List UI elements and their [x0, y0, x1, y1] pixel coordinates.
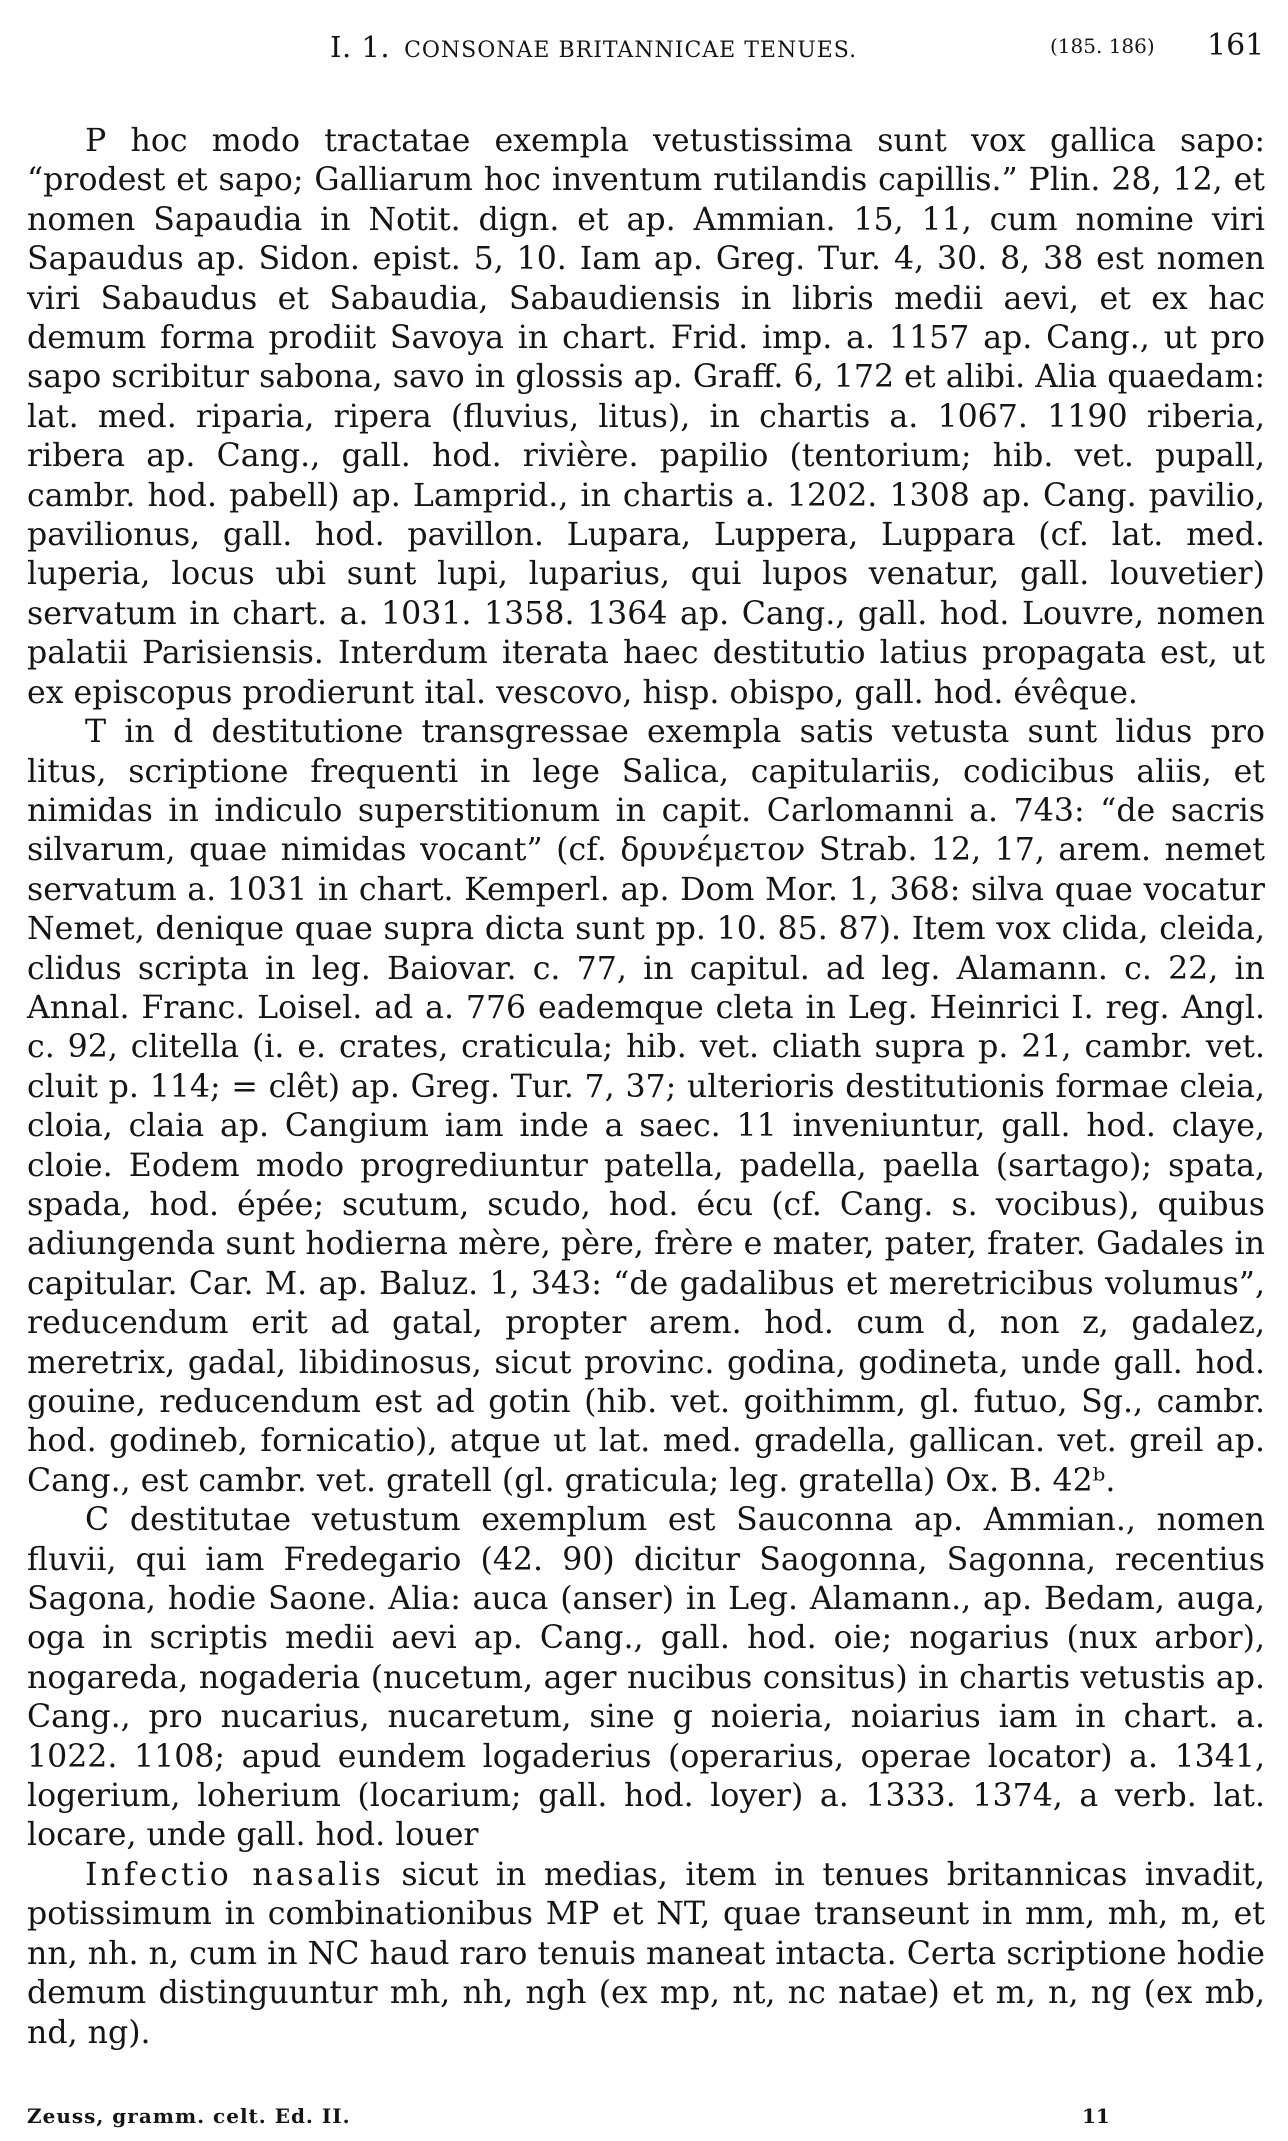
infectio-lead: Infectio nasalis — [85, 1856, 384, 1893]
header-title: CONSONAE BRITANNICAE TENUES. — [404, 38, 858, 63]
page-number: 161 — [1207, 28, 1265, 63]
footer-signature-number: 11 — [1082, 2104, 1110, 2128]
paragraph-t: T in d destitutione transgressae exempla satis vetusta sunt lidus pro litus, scriptione frequenti in lege Salica, capitulariis, codicibus aliis, et nimidas in indiculo superstitionum in capit. Carlomanni a. 743: “de sacris silvarum, quae nimidas vocant” (cf. δρυνέμετον Strab. 12, 17, arem. nemet servatum a. 1031 in chart. Kemperl. ap. Dom Mor. 1, 368: silva quae vocatur Nemet, denique quae supra dicta sunt pp. 10. 85. 87). Item vox clida, cleida, clidus scripta in leg. Baiovar. c. 77, in capitul. ad leg. Alamann. c. 22, in Annal. Franc. Loisel. ad a. 776 eademque cleta in Leg. Heinrici I. reg. Angl. c. 92, clitella (i. e. crates, craticula; hib. vet. cliath supra p. 21, cambr. vet. cluit p. 114; = clêt) ap. Greg. Tur. 7, 37; ulterioris destitutionis formae cleia, cloia, claia ap. Cangium iam inde a saec. 11 inveniuntur, gall. hod. claye, cloie. Eodem modo progrediuntur patella, padella, paella (sartago); spata, spada, hod. épée; scutum, scudo, hod. écu (cf. Cang. s. vocibus), quibus adiungenda sunt hodierna mère, père, frère e mater, pater, frater. Gadales in capitular. Car. M. ap. Baluz. 1, 343: “de gadalibus et meretricibus volumus”, reducendum erit ad gatal, propter arem. hod. cum d, non z, gadalez, meretrix, gadal, libidinosus, sicut provinc. godina, godineta, unde gall. hod. gouine, reducendum est ad gotin (hib. vet. goithimm, gl. futuo, Sg., cambr. hod. godineb, fornicatio), atque ut lat. med. gradella, gallican. vet. greil ap. Cang., est cambr. vet. gratell (gl. graticula; leg. gratella) Ox. B. 42ᵇ. — [27, 714, 1265, 1499]
paragraph-p: P hoc modo tractatae exempla vetustissima sunt vox gallica sapo: “prodest et sapo; Galliarum hoc inventum rutilandis capillis.” Plin. 28, 12, et nomen Sapaudia in Notit. dign. et ap. Ammian. 15, 11, cum nomine viri Sapaudus ap. Sidon. epist. 5, 10. Iam ap. Greg. Tur. 4, 30. 8, 38 est nomen viri Sabaudus et Sabaudia, Sabaudiensis in libris medii aevi, et ex hac demum forma prodiit Savoya in chart. Frid. imp. a. 1157 ap. Cang., ut pro sapo scribitur sabona, savo in glossis ap. Graff. 6, 172 et alibi. Alia quaedam: lat. med. riparia, ripera (fluvius, litus), in chartis a. 1067. 1190 riberia, ribera ap. Cang., gall. hod. rivière. papilio (tentorium; hib. vet. pupall, cambr. hod. pabell) ap. Lamprid., in chartis a. 1202. 1308 ap. Cang. pavilio, pavilionus, gall. hod. pavillon. Lupara, Luppera, Luppara (cf. lat. med. luperia, locus ubi sunt lupi, luparius, qui lupos venatur, gall. louvetier) servatum in chart. a. 1031. 1358. 1364 ap. Cang., gall. hod. Louvre, nomen palatii Parisiensis. Interdum iterata haec destitutio latius propagata est, ut ex episcopus prodierunt ital. vescovo, hisp. obispo, gall. hod. évêque. — [27, 123, 1265, 711]
running-header — [27, 26, 1263, 86]
infectio-text: sicut in medias, item in tenues britannicas invadit, potissimum in combinationibus MP et NT, quae transeunt in mm, mh, m, et nn, nh. n, cum in NC haud raro tenuis maneat intacta. Certa scriptione hodie demum distinguuntur mh, nh, ngh (ex mp, nt, nc natae) et m, n, ng (ex mb, nd, ng). — [27, 1856, 1266, 2051]
header-section: I. 1. — [330, 30, 391, 64]
header-title-block — [330, 30, 857, 64]
header-page-range: (185. 186) — [1050, 34, 1155, 58]
paragraph-infectio — [27, 1856, 1265, 2053]
paragraph-c: C destitutae vetustum exemplum est Sauconna ap. Ammian., nomen fluvii, qui iam Fredegario (42. 90) dicitur Saogonna, Sagonna, recentius Sagona, hodie Saone. Alia: auca (anser) in Leg. Alamann., ap. Bedam, auga, oga in scriptis medii aevi ap. Cang., gall. hod. oie; nogarius (nux arbor), nogareda, nogaderia (nucetum, ager nucibus consitus) in chartis vetustis ap. Cang., pro nucarius, nucaretum, sine g noieria, noiarius iam in chart. a. 1022. 1108; apud eundem logaderius (operarius, operae locator) a. 1341, logerium, loherium (locarium; gall. hod. loyer) a. 1333. 1374, a verb. lat. locare, unde gall. hod. louer — [27, 1502, 1265, 1854]
footer-signature-line: Zeuss, gramm. celt. Ed. II. — [27, 2104, 351, 2128]
body-text — [27, 122, 1265, 2053]
